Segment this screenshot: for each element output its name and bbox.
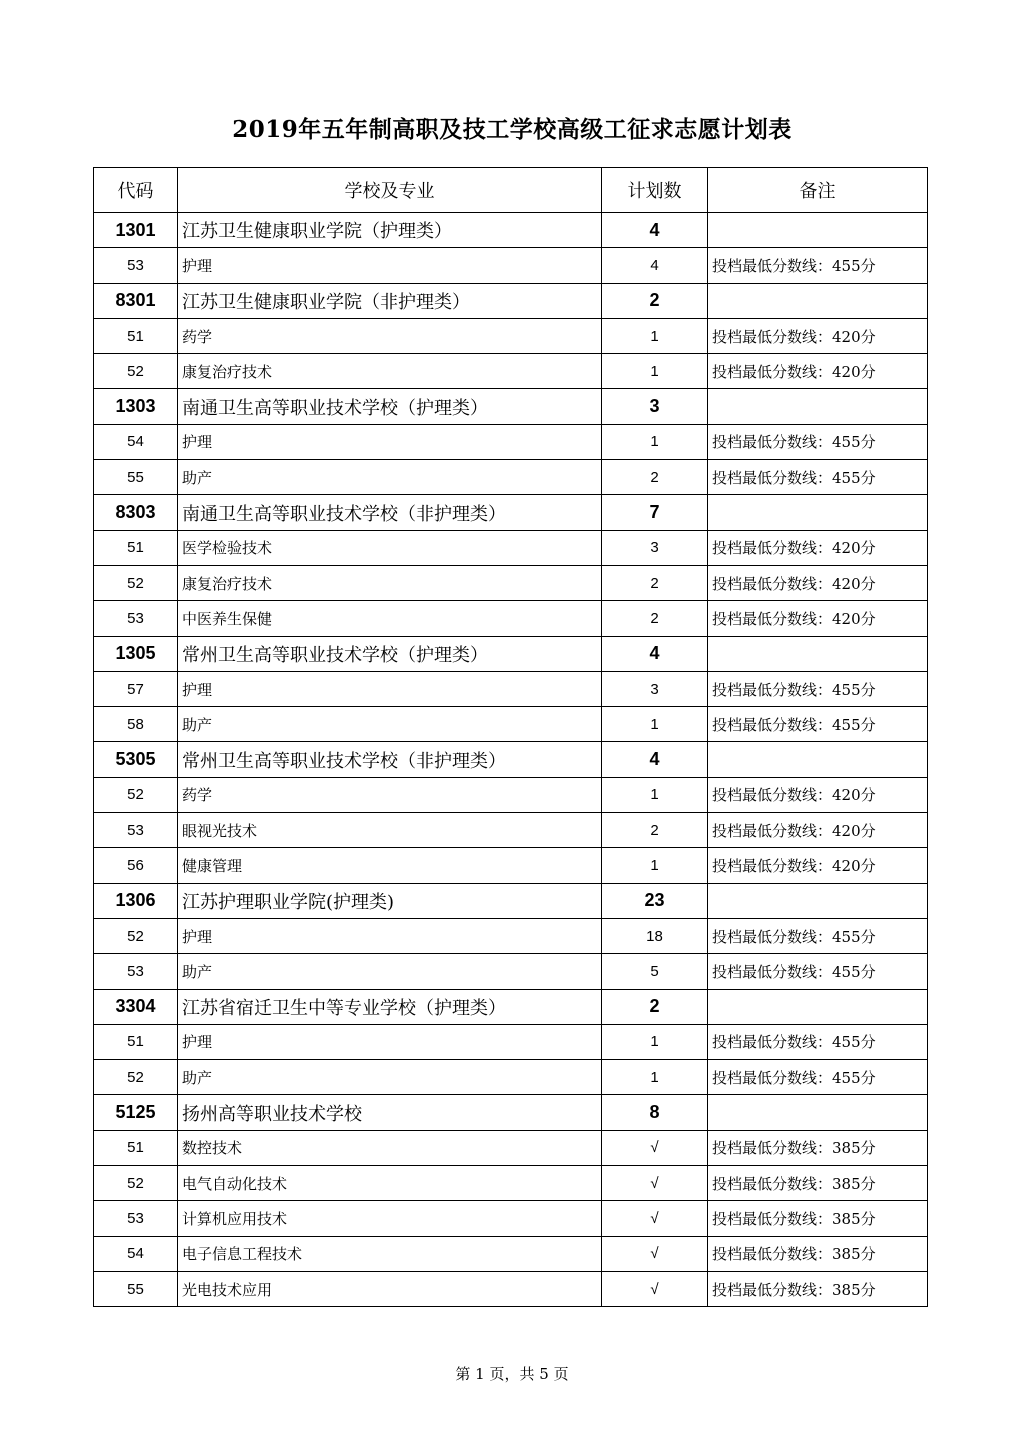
major-name: 光电技术应用 (178, 1271, 602, 1306)
plan-count: 1 (602, 777, 708, 812)
plan-count: 1 (602, 1024, 708, 1059)
school-name: 常州卫生高等职业技术学校（护理类） (178, 636, 602, 671)
row-note (708, 989, 928, 1024)
row-note (708, 636, 928, 671)
table-body (94, 213, 928, 1307)
major-name: 康复治疗技术 (178, 354, 602, 389)
row-code: 51 (94, 1024, 178, 1059)
school-row (94, 389, 928, 424)
row-code: 54 (94, 424, 178, 459)
row-note: 投档最低分数线：420分 (708, 318, 928, 353)
school-name: 扬州高等职业技术学校 (178, 1095, 602, 1130)
plan-count: 2 (602, 565, 708, 600)
header-school: 学校及专业 (178, 168, 602, 213)
major-row (94, 424, 928, 459)
major-name: 护理 (178, 424, 602, 459)
row-note (708, 883, 928, 918)
school-row (94, 213, 928, 248)
row-code: 3304 (94, 989, 178, 1024)
school-name: 常州卫生高等职业技术学校（非护理类） (178, 742, 602, 777)
major-row (94, 848, 928, 883)
major-row (94, 777, 928, 812)
plan-count: 1 (602, 1060, 708, 1095)
row-note: 投档最低分数线：420分 (708, 530, 928, 565)
row-code: 55 (94, 460, 178, 495)
row-code: 5125 (94, 1095, 178, 1130)
major-name: 计算机应用技术 (178, 1201, 602, 1236)
major-row (94, 318, 928, 353)
row-note (708, 495, 928, 530)
row-code: 53 (94, 248, 178, 283)
row-note: 投档最低分数线：455分 (708, 1024, 928, 1059)
header-note: 备注 (708, 168, 928, 213)
major-row (94, 565, 928, 600)
row-note: 投档最低分数线：385分 (708, 1271, 928, 1306)
row-code: 8303 (94, 495, 178, 530)
major-row (94, 954, 928, 989)
plan-count: 4 (602, 742, 708, 777)
major-row (94, 1130, 928, 1165)
row-code: 1305 (94, 636, 178, 671)
row-code: 1306 (94, 883, 178, 918)
school-row (94, 495, 928, 530)
major-row (94, 601, 928, 636)
major-row (94, 1166, 928, 1201)
plan-count: 1 (602, 354, 708, 389)
plan-count: √ (602, 1201, 708, 1236)
major-row (94, 671, 928, 706)
major-row (94, 707, 928, 742)
row-note: 投档最低分数线：420分 (708, 565, 928, 600)
row-note: 投档最低分数线：385分 (708, 1236, 928, 1271)
plan-count: 1 (602, 424, 708, 459)
school-name: 江苏卫生健康职业学院（非护理类） (178, 283, 602, 318)
major-row (94, 918, 928, 953)
row-code: 52 (94, 1166, 178, 1201)
plan-table (93, 167, 928, 1307)
row-note: 投档最低分数线：420分 (708, 813, 928, 848)
row-note: 投档最低分数线：420分 (708, 777, 928, 812)
major-name: 助产 (178, 954, 602, 989)
plan-count: √ (602, 1271, 708, 1306)
row-note (708, 1095, 928, 1130)
row-note: 投档最低分数线：420分 (708, 601, 928, 636)
plan-count: 4 (602, 248, 708, 283)
major-name: 护理 (178, 1024, 602, 1059)
major-name: 中医养生保健 (178, 601, 602, 636)
major-row (94, 813, 928, 848)
major-name: 眼视光技术 (178, 813, 602, 848)
row-code: 1303 (94, 389, 178, 424)
major-name: 护理 (178, 248, 602, 283)
row-code: 55 (94, 1271, 178, 1306)
major-name: 药学 (178, 777, 602, 812)
row-code: 57 (94, 671, 178, 706)
row-code: 51 (94, 1130, 178, 1165)
school-row (94, 636, 928, 671)
plan-count: 3 (602, 389, 708, 424)
school-name: 江苏省宿迁卫生中等专业学校（护理类） (178, 989, 602, 1024)
row-code: 58 (94, 707, 178, 742)
plan-count: √ (602, 1130, 708, 1165)
major-name: 健康管理 (178, 848, 602, 883)
major-row (94, 530, 928, 565)
row-note (708, 742, 928, 777)
row-code: 51 (94, 530, 178, 565)
plan-count: 18 (602, 918, 708, 953)
row-code: 53 (94, 601, 178, 636)
row-note: 投档最低分数线：385分 (708, 1166, 928, 1201)
header-code: 代码 (94, 168, 178, 213)
school-row (94, 989, 928, 1024)
major-row (94, 1201, 928, 1236)
school-row (94, 742, 928, 777)
row-note: 投档最低分数线：455分 (708, 954, 928, 989)
row-code: 51 (94, 318, 178, 353)
row-code: 52 (94, 1060, 178, 1095)
row-code: 54 (94, 1236, 178, 1271)
major-row (94, 1271, 928, 1306)
row-note: 投档最低分数线：455分 (708, 424, 928, 459)
plan-count: 3 (602, 671, 708, 706)
row-note: 投档最低分数线：420分 (708, 848, 928, 883)
major-row (94, 248, 928, 283)
row-code: 5305 (94, 742, 178, 777)
plan-count: 2 (602, 460, 708, 495)
major-row (94, 1024, 928, 1059)
plan-count: 2 (602, 813, 708, 848)
major-name: 护理 (178, 671, 602, 706)
major-name: 电气自动化技术 (178, 1166, 602, 1201)
school-name: 江苏卫生健康职业学院（护理类） (178, 213, 602, 248)
plan-count: 2 (602, 601, 708, 636)
row-note (708, 389, 928, 424)
plan-count: 1 (602, 707, 708, 742)
row-note: 投档最低分数线：385分 (708, 1130, 928, 1165)
row-code: 1301 (94, 213, 178, 248)
row-note (708, 283, 928, 318)
row-code: 8301 (94, 283, 178, 318)
major-name: 助产 (178, 1060, 602, 1095)
major-name: 康复治疗技术 (178, 565, 602, 600)
school-row (94, 283, 928, 318)
plan-count: 2 (602, 283, 708, 318)
major-row (94, 1060, 928, 1095)
row-code: 56 (94, 848, 178, 883)
row-note: 投档最低分数线：455分 (708, 707, 928, 742)
page-footer: 第 1 页，共 5 页 (455, 1365, 569, 1383)
school-name: 南通卫生高等职业技术学校（非护理类） (178, 495, 602, 530)
row-code: 52 (94, 777, 178, 812)
major-name: 医学检验技术 (178, 530, 602, 565)
page-title: 2019年五年制高职及技工学校高级工征求志愿计划表 (232, 116, 792, 143)
major-row (94, 354, 928, 389)
plan-count: 1 (602, 318, 708, 353)
row-code: 52 (94, 354, 178, 389)
major-name: 护理 (178, 918, 602, 953)
row-code: 53 (94, 813, 178, 848)
major-name: 助产 (178, 707, 602, 742)
row-note: 投档最低分数线：455分 (708, 248, 928, 283)
row-code: 52 (94, 918, 178, 953)
plan-count: 4 (602, 636, 708, 671)
major-row (94, 460, 928, 495)
major-name: 数控技术 (178, 1130, 602, 1165)
row-note (708, 213, 928, 248)
plan-count: √ (602, 1236, 708, 1271)
plan-count: 4 (602, 213, 708, 248)
school-name: 江苏护理职业学院(护理类) (178, 883, 602, 918)
header-count: 计划数 (602, 168, 708, 213)
plan-count: 5 (602, 954, 708, 989)
plan-count: √ (602, 1166, 708, 1201)
school-row (94, 883, 928, 918)
school-name: 南通卫生高等职业技术学校（护理类） (178, 389, 602, 424)
plan-count: 3 (602, 530, 708, 565)
major-name: 电子信息工程技术 (178, 1236, 602, 1271)
row-note: 投档最低分数线：455分 (708, 1060, 928, 1095)
plan-count: 23 (602, 883, 708, 918)
row-code: 53 (94, 1201, 178, 1236)
major-name: 助产 (178, 460, 602, 495)
major-row (94, 1236, 928, 1271)
row-note: 投档最低分数线：455分 (708, 460, 928, 495)
plan-count: 1 (602, 848, 708, 883)
row-code: 52 (94, 565, 178, 600)
row-note: 投档最低分数线：420分 (708, 354, 928, 389)
row-note: 投档最低分数线：385分 (708, 1201, 928, 1236)
plan-count: 7 (602, 495, 708, 530)
row-note: 投档最低分数线：455分 (708, 671, 928, 706)
row-note: 投档最低分数线：455分 (708, 918, 928, 953)
plan-count: 8 (602, 1095, 708, 1130)
school-row (94, 1095, 928, 1130)
plan-count: 2 (602, 989, 708, 1024)
table-header-row (94, 168, 928, 213)
major-name: 药学 (178, 318, 602, 353)
row-code: 53 (94, 954, 178, 989)
